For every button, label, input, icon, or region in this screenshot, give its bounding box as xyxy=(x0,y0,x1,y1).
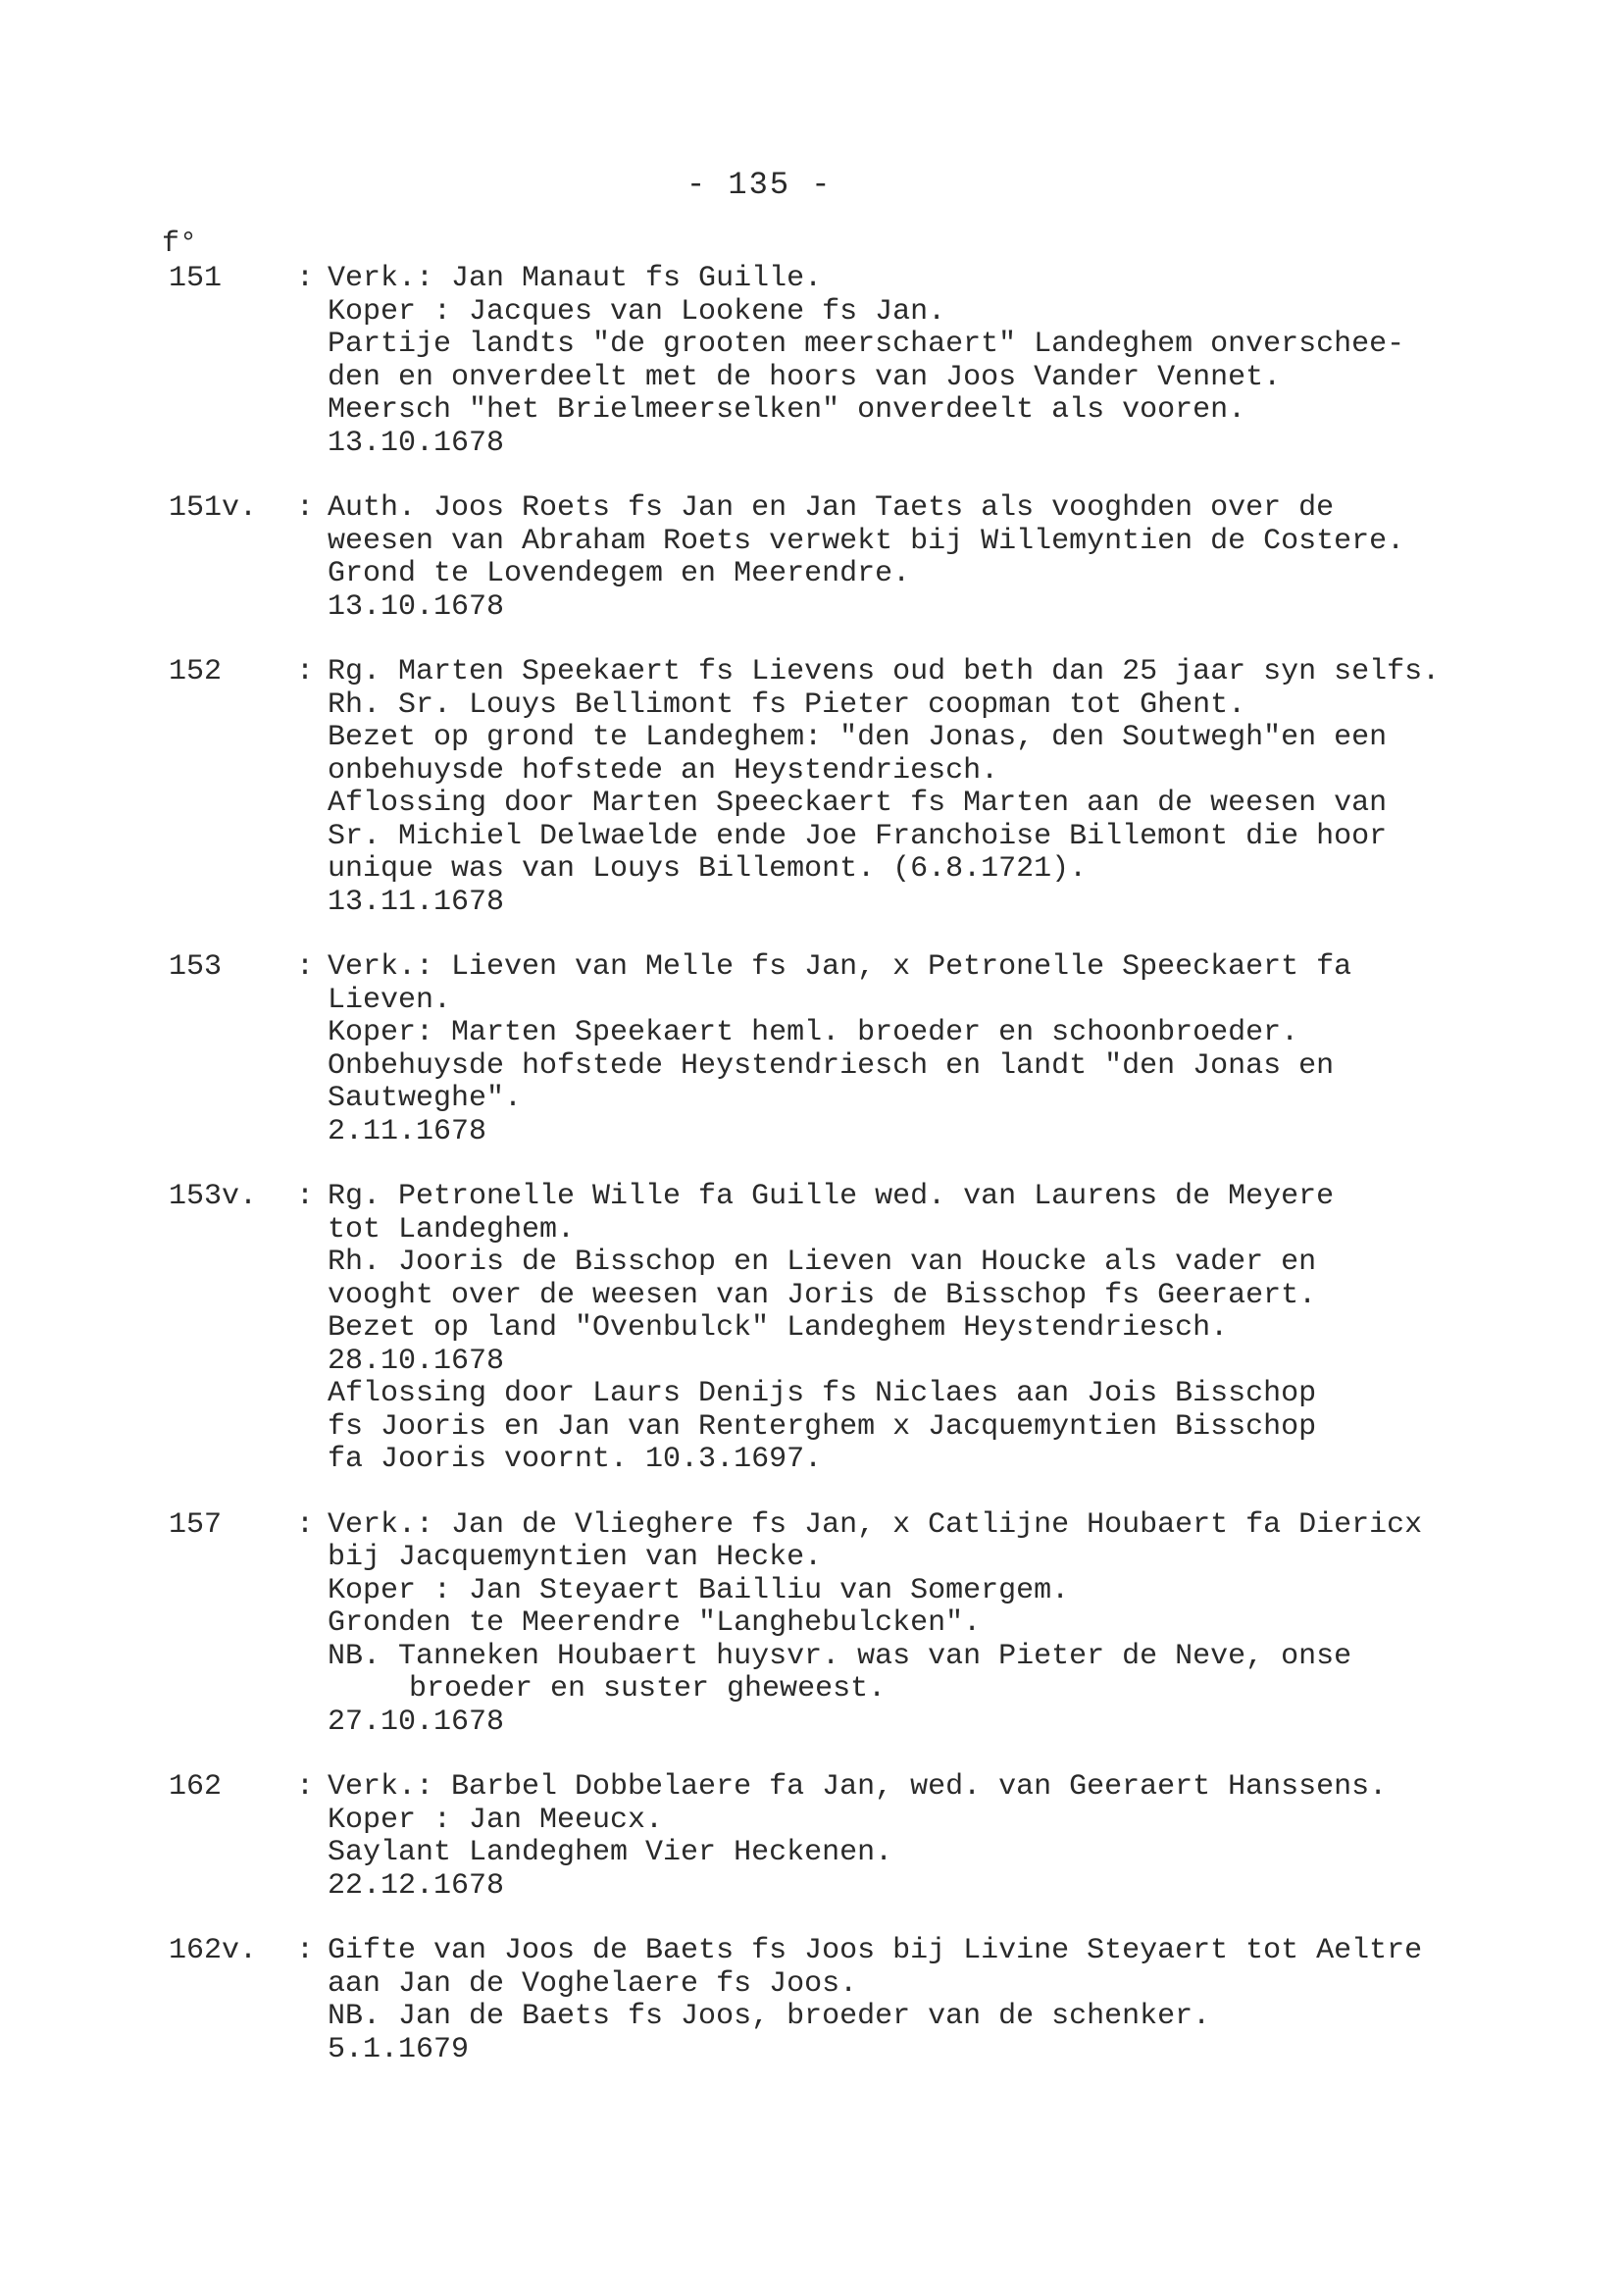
entry-folio-id: 152 xyxy=(169,655,223,688)
entry-line: Partije landts "de grooten meerschaert" Landeghem onverschee- xyxy=(328,328,1405,361)
entry-body xyxy=(328,1181,1542,1477)
entry-body xyxy=(328,1509,1542,1740)
entry xyxy=(169,492,1542,624)
entry-line: Rh. Jooris de Bisschop en Lieven van Houcke als vader en xyxy=(328,1246,1317,1279)
entry-line: Koper : Jan Meeucx. xyxy=(328,1803,664,1837)
entry-folio-id: 153v. xyxy=(169,1180,258,1213)
entry-folio-id: 162 xyxy=(169,1770,223,1804)
entry xyxy=(169,951,1542,1148)
entry-line: Koper : Jacques van Lookene fs Jan. xyxy=(328,294,946,329)
entry-line: aan Jan de Voghelaere fs Joos. xyxy=(328,1966,858,2001)
entry-folio-id: 153 xyxy=(169,950,223,984)
entry-line: NB. Jan de Baets fs Joos, broeder van de schenker. xyxy=(328,2000,1211,2033)
entry-line: 27.10.1678 xyxy=(328,1705,505,1739)
entry-line: Gifte van Joos de Baets fs Joos bij Livine Steyaert tot Aeltre xyxy=(328,1934,1423,1967)
entry-line: bij Jacquemyntien van Hecke. xyxy=(328,1541,823,1574)
entry-line: Verk.: Barbel Dobbelaere fa Jan, wed. van Geeraert Hanssens. xyxy=(328,1770,1388,1804)
entry-line: weesen van Abraham Roets verwekt bij Willemyntien de Costere. xyxy=(328,524,1405,558)
entry-body xyxy=(328,951,1542,1148)
entry-body xyxy=(328,1771,1542,1903)
entry-line: 28.10.1678 xyxy=(328,1344,505,1378)
entry-line: Verk.: Jan de Vlieghere fs Jan, x Catlijne Houbaert fa Diericx xyxy=(328,1507,1423,1542)
entry-line: vooght over de weesen van Joris de Bisschop fs Geeraert. xyxy=(328,1278,1317,1312)
entry-body xyxy=(328,1935,1542,2066)
entry-separator: : xyxy=(296,1180,315,1213)
entry-line: 22.12.1678 xyxy=(328,1868,505,1903)
entry-folio-id: 162v. xyxy=(169,1934,258,1967)
entry-line: Rg. Petronelle Wille fa Guille wed. van Laurens de Meyere xyxy=(328,1180,1335,1213)
entry xyxy=(169,1771,1542,1903)
entry-line: Verk.: Jan Manaut fs Guille. xyxy=(328,262,823,295)
entry-line: Bezet op grond te Landeghem: "den Jonas, den Soutwegh"en een xyxy=(328,721,1388,754)
entry xyxy=(169,1181,1542,1477)
entry-line: den en onverdeelt met de hoors van Joos Vander Vennet. xyxy=(328,360,1282,394)
folio-label: f° xyxy=(162,228,198,261)
page-number: - 135 - xyxy=(686,167,833,203)
entry-separator: : xyxy=(296,655,315,688)
entry-line: tot Landeghem. xyxy=(328,1212,576,1247)
entry-separator: : xyxy=(296,950,315,984)
entry-separator: : xyxy=(296,1507,315,1542)
entry-line: NB. Tanneken Houbaert huysvr. was van Pieter de Neve, onse xyxy=(328,1639,1352,1673)
entry-line: Aflossing door Marten Speeckaert fs Marten aan de weesen van xyxy=(328,787,1388,820)
entry-separator: : xyxy=(296,491,315,525)
entry-line: broeder en suster gheweest. xyxy=(409,1672,887,1706)
entry-line: Gronden te Meerendre "Langhebulcken". xyxy=(328,1606,982,1640)
entry-separator: : xyxy=(296,262,315,295)
entry-line: Auth. Joos Roets fs Jan en Jan Taets als vooghden over de xyxy=(328,491,1335,525)
entry xyxy=(169,1935,1542,2066)
entries-list xyxy=(169,263,1542,2099)
entry-line: Saylant Landeghem Vier Heckenen. xyxy=(328,1836,893,1869)
entry xyxy=(169,656,1542,919)
entry-line: 13.11.1678 xyxy=(328,885,505,919)
entry-folio-id: 151 xyxy=(169,262,223,295)
entry-line: Meersch "het Brielmeerselken" onverdeelt als vooren. xyxy=(328,393,1246,427)
entry-line: Lieven. xyxy=(328,983,452,1017)
entry-line: Rg. Marten Speekaert fs Lievens oud beth dan 25 jaar syn selfs. xyxy=(328,655,1441,688)
entry-separator: : xyxy=(296,1934,315,1967)
entry-folio-id: 157 xyxy=(169,1507,223,1542)
entry-line: 2.11.1678 xyxy=(328,1114,487,1148)
entry-line: unique was van Louys Billemont. (6.8.1721). xyxy=(328,852,1088,886)
entry-line: Verk.: Lieven van Melle fs Jan, x Petronelle Speeckaert fa xyxy=(328,950,1352,984)
entry-line: Koper: Marten Speekaert heml. broeder en schoonbroeder. xyxy=(328,1016,1299,1049)
entry-line: Onbehuysde hofstede Heystendriesch en landt "den Jonas en xyxy=(328,1048,1335,1083)
entry-line: Sr. Michiel Delwaelde ende Joe Franchoise Billemont die hoor xyxy=(328,819,1388,853)
entry-line: Rh. Sr. Louys Bellimont fs Pieter coopman tot Ghent. xyxy=(328,687,1246,722)
entry xyxy=(169,1509,1542,1740)
entry-line: Grond te Lovendegem en Meerendre. xyxy=(328,557,911,590)
entry-line: fa Jooris voornt. 10.3.1697. xyxy=(328,1443,823,1476)
entry-line: Aflossing door Laurs Denijs fs Niclaes aan Jois Bisschop xyxy=(328,1377,1317,1410)
entry-line: fs Jooris en Jan van Renterghem x Jacquemyntien Bisschop xyxy=(328,1409,1317,1444)
entry-body xyxy=(328,263,1542,460)
entry-line: 5.1.1679 xyxy=(328,2032,470,2066)
entry-line: Koper : Jan Steyaert Bailliu van Somergem. xyxy=(328,1573,1070,1607)
entry-line: Sautweghe". xyxy=(328,1082,523,1115)
entry xyxy=(169,263,1542,460)
entry-line: Bezet op land "Ovenbulck" Landeghem Heystendriesch. xyxy=(328,1311,1229,1345)
entry-line: onbehuysde hofstede an Heystendriesch. xyxy=(328,753,999,788)
entry-separator: : xyxy=(296,1770,315,1804)
entry-line: 13.10.1678 xyxy=(328,589,505,624)
entry-line: 13.10.1678 xyxy=(328,426,505,460)
entry-body xyxy=(328,656,1542,919)
entry-folio-id: 151v. xyxy=(169,491,258,525)
entry-body xyxy=(328,492,1542,624)
